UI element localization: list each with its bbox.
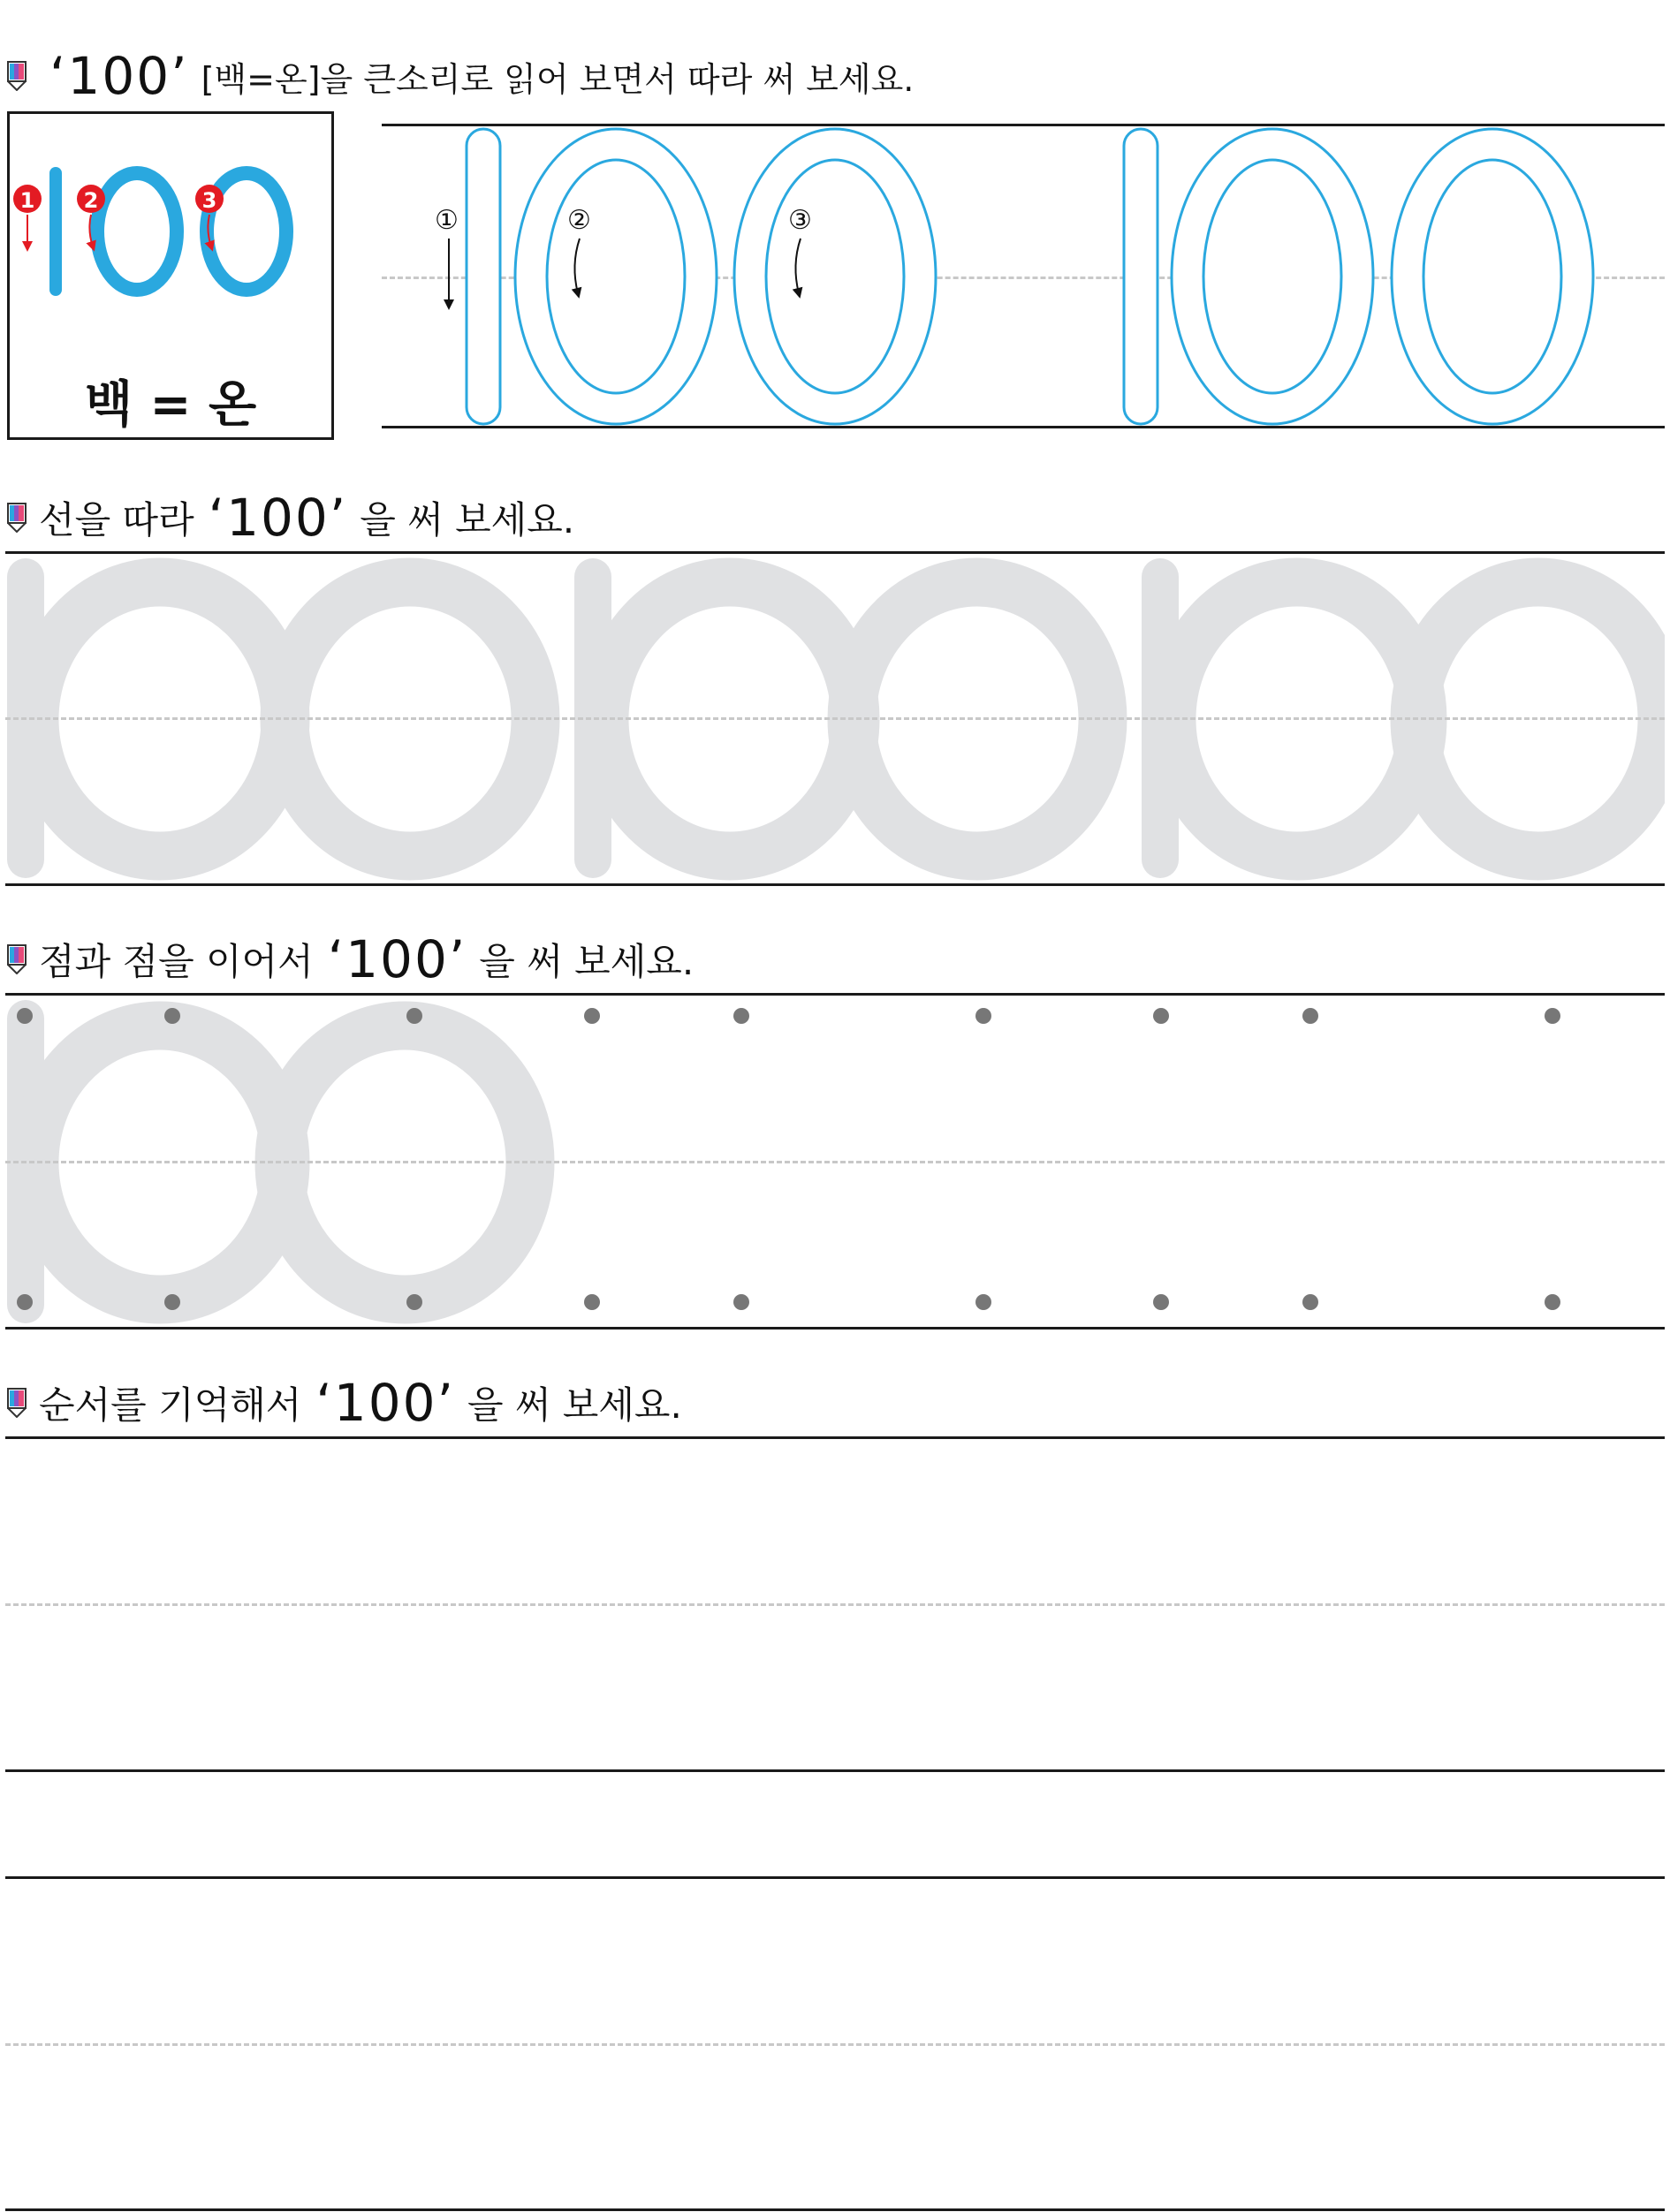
- sample-label: 백 = 온: [84, 376, 257, 434]
- instruction-dots: [7, 929, 694, 989]
- outlined-100-row: [382, 124, 1665, 428]
- row2-mid-dash: [5, 717, 1665, 720]
- stroke-order-1: ①: [435, 205, 459, 236]
- pencil-icon: [7, 1388, 27, 1418]
- instruction-pre: 점과 점을 이어서: [39, 940, 314, 983]
- instruction-text: 을 써 보세요.: [467, 1383, 682, 1427]
- svg-text:1: 1: [19, 188, 35, 213]
- step-marker-2: [77, 185, 105, 213]
- instruction-memory: [7, 1373, 682, 1433]
- row4-bottom-line: [5, 1769, 1665, 1772]
- row4-mid-dash: [5, 1603, 1665, 1606]
- row3-bottom-line: [5, 1327, 1665, 1329]
- row5-mid-dash: [5, 2043, 1665, 2046]
- instruction-read: [7, 46, 914, 106]
- instruction-pre: 선을 따라: [39, 498, 194, 542]
- stroke-order-2: ②: [567, 205, 591, 236]
- instruction-pre: 순서를 기억해서: [39, 1383, 302, 1427]
- row2-bottom-line: [5, 883, 1665, 886]
- row5-top-line[interactable]: [5, 1876, 1665, 1879]
- svg-text:3: 3: [201, 188, 217, 213]
- row3-mid-dash: [5, 1161, 1665, 1163]
- instruction-quoted-number: ‘100’: [315, 1373, 455, 1433]
- sample-card: [7, 111, 334, 440]
- pencil-icon: [7, 944, 27, 974]
- instruction-text: 을 써 보세요.: [360, 498, 575, 542]
- pencil-icon: [7, 61, 27, 91]
- instruction-trace: [7, 488, 574, 548]
- instruction-text: [백=온]을 큰소리로 읽어 보면서 따라 써 보세요.: [201, 59, 915, 99]
- pencil-icon: [7, 503, 27, 533]
- instruction-quoted-number: ‘100’: [49, 46, 189, 106]
- svg-text:2: 2: [83, 188, 99, 213]
- sample-number-100: [10, 114, 331, 344]
- row5-bottom-line: [5, 2208, 1665, 2211]
- instruction-text: 을 써 보세요.: [479, 940, 695, 983]
- instruction-quoted-number: ‘100’: [327, 929, 467, 989]
- step-marker-1: [13, 185, 42, 213]
- instruction-quoted-number: ‘100’: [208, 488, 348, 548]
- row4-top-line[interactable]: [5, 1436, 1665, 1439]
- step-marker-3: [195, 185, 224, 213]
- stroke-order-3: ③: [788, 205, 812, 236]
